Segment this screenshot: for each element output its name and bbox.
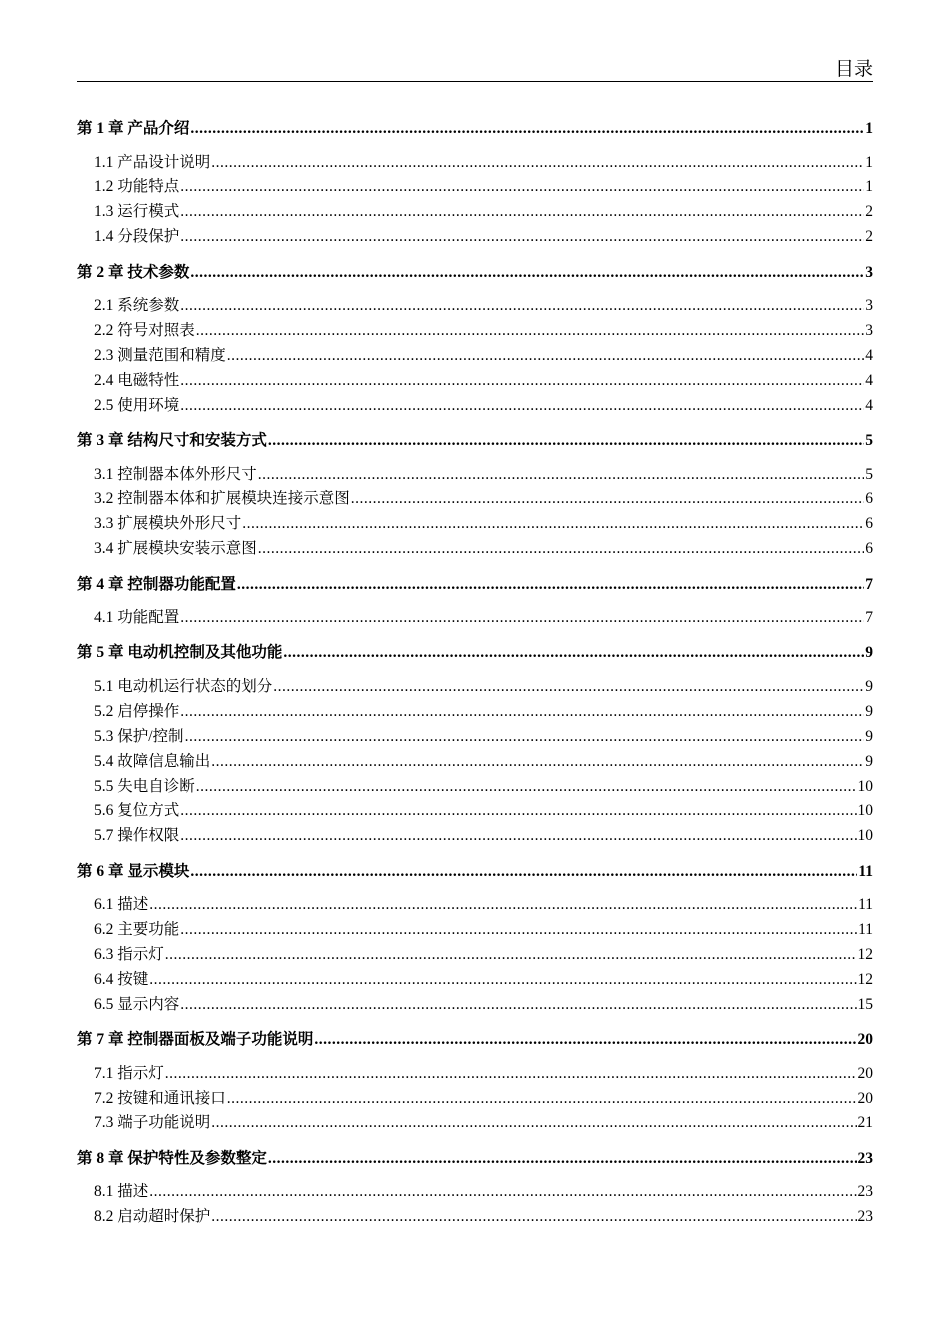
toc-page-number: 9 [865, 677, 873, 695]
toc-page-number: 4 [865, 371, 873, 389]
toc-page-number: 3 [865, 321, 873, 339]
toc-section-title: 4.1 功能配置 [94, 609, 180, 627]
toc-section-entry[interactable] [77, 344, 873, 369]
toc-section-title: 7.2 按键和通讯接口 [94, 1089, 226, 1107]
toc-section-title: 5.4 故障信息输出 [94, 752, 211, 770]
toc-chapter-entry[interactable] [77, 859, 873, 884]
toc-chapter-entry[interactable] [77, 1146, 873, 1171]
toc-section-entry[interactable] [77, 943, 873, 968]
toc-section-entry[interactable] [77, 700, 873, 725]
toc-section-entry[interactable] [77, 369, 873, 394]
toc-page-number: 10 [857, 777, 873, 795]
toc-leader-dots [165, 1062, 857, 1087]
toc-section-entry[interactable] [77, 394, 873, 419]
toc-leader-dots [242, 512, 864, 537]
toc-section-title: 3.2 控制器本体和扩展模块连接示意图 [94, 490, 350, 508]
toc-chapter-title: 第 5 章 电动机控制及其他功能 [77, 644, 283, 662]
toc-section-title: 6.5 显示内容 [94, 995, 180, 1013]
toc-section-title: 6.4 按键 [94, 970, 149, 988]
toc-section-entry[interactable] [77, 463, 873, 488]
toc-page-number: 4 [865, 396, 873, 414]
toc-page-number: 9 [865, 752, 873, 770]
toc-chapter-title: 第 6 章 显示模块 [77, 862, 190, 880]
toc-section-title: 2.5 使用环境 [94, 396, 180, 414]
toc-section-title: 5.3 保护/控制 [94, 727, 184, 745]
toc-leader-dots [196, 319, 864, 344]
toc-leader-dots [180, 225, 864, 250]
toc-chapter [77, 1146, 873, 1230]
toc-section-title: 6.2 主要功能 [94, 921, 180, 939]
page-header-title: 目录 [834, 59, 873, 80]
toc-chapter-entry[interactable] [77, 1027, 873, 1052]
toc-section-title: 5.2 启停操作 [94, 702, 180, 720]
toc-leader-dots [314, 1027, 856, 1052]
toc-leader-dots [237, 572, 864, 597]
toc-leader-dots [185, 725, 865, 750]
toc-chapter-title: 第 3 章 结构尺寸和安装方式 [77, 432, 267, 450]
toc-section-entry[interactable] [77, 675, 873, 700]
toc-chapter [77, 260, 873, 419]
toc-section-title: 8.2 启动超时保护 [94, 1208, 211, 1226]
toc-leader-dots [211, 1111, 856, 1136]
toc-section-title: 5.5 失电自诊断 [94, 777, 195, 795]
toc-section-entry[interactable] [77, 725, 873, 750]
toc-section-entry[interactable] [77, 993, 873, 1018]
toc-page-number: 23 [857, 1183, 873, 1201]
toc-leader-dots [149, 968, 856, 993]
toc-section-entry[interactable] [77, 775, 873, 800]
toc-page-number: 10 [857, 802, 873, 820]
toc-chapter-entry[interactable] [77, 572, 873, 597]
toc-section-title: 3.4 扩展模块安装示意图 [94, 540, 257, 558]
toc-section-entry[interactable] [77, 537, 873, 562]
toc-section-title: 7.1 指示灯 [94, 1064, 164, 1082]
toc-leader-dots [180, 993, 856, 1018]
toc-page-number: 11 [858, 862, 873, 880]
toc-page-number: 6 [865, 490, 873, 508]
toc-section-title: 7.3 端子功能说明 [94, 1114, 211, 1132]
toc-leader-dots [180, 799, 856, 824]
toc-chapter-entry[interactable] [77, 260, 873, 285]
toc-section-entry[interactable] [77, 200, 873, 225]
toc-chapter-title: 第 2 章 技术参数 [77, 263, 190, 281]
toc-page-number: 7 [865, 609, 873, 627]
toc-page-number: 7 [865, 575, 873, 593]
toc-section-title: 1.4 分段保护 [94, 228, 180, 246]
toc-section-title: 8.1 描述 [94, 1183, 149, 1201]
toc-chapter [77, 640, 873, 849]
toc-page-number: 1 [865, 153, 873, 171]
toc-section-entry[interactable] [77, 1180, 873, 1205]
toc-section-title: 1.1 产品设计说明 [94, 153, 211, 171]
toc-section-entry[interactable] [77, 487, 873, 512]
toc-chapter [77, 428, 873, 562]
toc-page-number: 5 [865, 432, 873, 450]
header-rule [77, 81, 873, 82]
toc-section-entry[interactable] [77, 175, 873, 200]
toc-section-title: 1.2 功能特点 [94, 178, 180, 196]
toc-section-entry[interactable] [77, 319, 873, 344]
toc-section-title: 5.1 电动机运行状态的划分 [94, 677, 273, 695]
toc-section-title: 3.1 控制器本体外形尺寸 [94, 465, 257, 483]
toc-page-number: 20 [857, 1089, 873, 1107]
toc-section-title: 2.2 符号对照表 [94, 321, 195, 339]
toc-leader-dots [283, 640, 864, 665]
toc-section-entry[interactable] [77, 824, 873, 849]
toc-section-entry[interactable] [77, 1062, 873, 1087]
toc-leader-dots [190, 116, 864, 141]
toc-section-entry[interactable] [77, 1205, 873, 1230]
toc-leader-dots [180, 175, 864, 200]
toc-section-title: 2.1 系统参数 [94, 297, 180, 315]
toc-leader-dots [180, 606, 864, 631]
toc-page-number: 23 [857, 1149, 873, 1167]
toc-leader-dots [258, 537, 864, 562]
toc-chapter-entry[interactable] [77, 428, 873, 453]
toc-leader-dots [165, 943, 857, 968]
toc-leader-dots [273, 675, 864, 700]
toc-page-number: 2 [865, 228, 873, 246]
toc-chapter [77, 116, 873, 250]
toc-section-title: 2.4 电磁特性 [94, 371, 180, 389]
toc-leader-dots [190, 260, 864, 285]
toc-page-number: 11 [858, 921, 873, 939]
toc-chapter [77, 572, 873, 631]
toc-leader-dots [227, 344, 864, 369]
toc-leader-dots [211, 151, 864, 176]
toc-page-number: 1 [865, 120, 873, 137]
toc-section-entry[interactable] [77, 918, 873, 943]
toc-page-number: 1 [865, 178, 873, 196]
toc-page-number: 6 [865, 515, 873, 533]
toc-leader-dots [180, 394, 864, 419]
toc-section-entry[interactable] [77, 606, 873, 631]
toc-page-number: 20 [857, 1031, 873, 1049]
toc-section-title: 6.3 指示灯 [94, 945, 164, 963]
toc-leader-dots [227, 1087, 857, 1112]
toc-leader-dots [211, 750, 864, 775]
toc-section-entry[interactable] [77, 893, 873, 918]
toc-page-number: 10 [857, 827, 873, 845]
toc-page-number: 9 [865, 702, 873, 720]
toc-section-entry[interactable] [77, 1087, 873, 1112]
toc-section-entry[interactable] [77, 294, 873, 319]
toc-section-entry[interactable] [77, 968, 873, 993]
toc-leader-dots [190, 859, 857, 884]
toc-leader-dots [180, 369, 864, 394]
toc-leader-dots [149, 1180, 856, 1205]
toc-section-title: 2.3 测量范围和精度 [94, 346, 226, 364]
toc-page-number: 15 [857, 995, 873, 1013]
toc-page-number: 11 [858, 896, 873, 914]
toc-section-entry[interactable] [77, 225, 873, 250]
toc-leader-dots [180, 918, 857, 943]
toc-leader-dots [351, 487, 864, 512]
toc-leader-dots [180, 294, 864, 319]
toc-leader-dots [180, 824, 856, 849]
toc-page-number: 2 [865, 203, 873, 221]
toc-page-number: 9 [865, 644, 873, 662]
toc-chapter-title: 第 1 章 产品介绍 [77, 120, 190, 137]
toc-section-entry[interactable] [77, 151, 873, 176]
toc-section-title: 1.3 运行模式 [94, 203, 180, 221]
toc-leader-dots [180, 200, 864, 225]
toc-leader-dots [258, 463, 864, 488]
toc-section-entry[interactable] [77, 799, 873, 824]
toc-section-entry[interactable] [77, 512, 873, 537]
toc-section-entry[interactable] [77, 750, 873, 775]
toc-leader-dots [180, 700, 864, 725]
toc-page-number: 21 [857, 1114, 873, 1132]
table-of-contents [77, 116, 873, 1230]
toc-chapter-entry[interactable] [77, 116, 873, 141]
toc-leader-dots [196, 775, 857, 800]
toc-chapter-title: 第 7 章 控制器面板及端子功能说明 [77, 1031, 314, 1049]
toc-section-title: 3.3 扩展模块外形尺寸 [94, 515, 242, 533]
toc-chapter [77, 1027, 873, 1136]
toc-page-number: 9 [865, 727, 873, 745]
toc-leader-dots [149, 893, 857, 918]
toc-page-number: 5 [865, 465, 873, 483]
toc-page-number: 12 [857, 945, 873, 963]
toc-page-number: 20 [857, 1064, 873, 1082]
toc-chapter-title: 第 4 章 控制器功能配置 [77, 575, 236, 593]
toc-leader-dots [268, 428, 864, 453]
toc-section-title: 6.1 描述 [94, 896, 149, 914]
toc-section-title: 5.7 操作权限 [94, 827, 180, 845]
toc-chapter-entry[interactable] [77, 640, 873, 665]
toc-chapter [77, 859, 873, 1018]
toc-page-number: 3 [865, 297, 873, 315]
toc-page-number: 12 [857, 970, 873, 988]
toc-page-number: 23 [857, 1208, 873, 1226]
toc-page-number: 6 [865, 540, 873, 558]
toc-leader-dots [211, 1205, 856, 1230]
toc-page-number: 4 [865, 346, 873, 364]
toc-section-title: 5.6 复位方式 [94, 802, 180, 820]
toc-leader-dots [268, 1146, 857, 1171]
toc-chapter-title: 第 8 章 保护特性及参数整定 [77, 1149, 267, 1167]
toc-section-entry[interactable] [77, 1111, 873, 1136]
toc-page-number: 3 [865, 263, 873, 281]
